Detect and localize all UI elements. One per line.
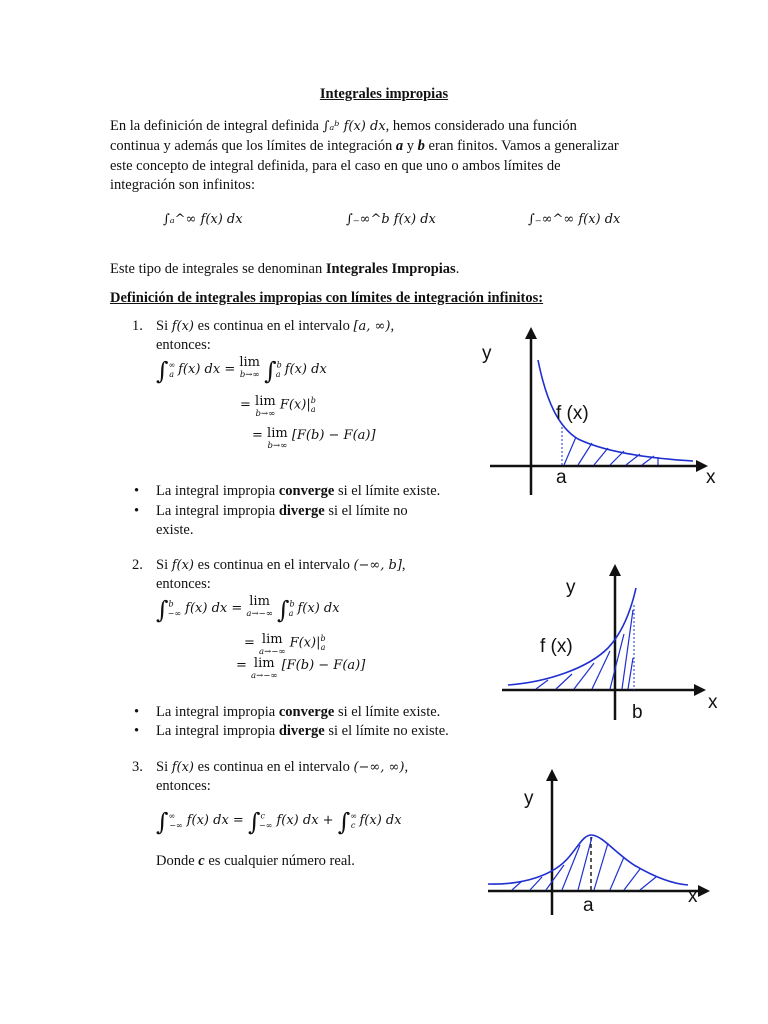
type-sentence [110, 260, 670, 280]
y-label: y [524, 788, 534, 809]
eq-antiderivative: F(x)| [279, 397, 311, 413]
item-text-part: es continua en el intervalo [194, 557, 354, 573]
item-text-part: entonces: [156, 337, 211, 353]
section-heading: Definición de integrales impropias con límites de integración infinitos: [110, 290, 544, 306]
intro-text: En la definición de integral definida [110, 118, 319, 134]
interval: [a, ∞) [353, 319, 391, 334]
func: f(x) [171, 558, 195, 573]
upper-limit: b [320, 634, 326, 643]
lower-limit: a [169, 369, 174, 379]
limit [251, 658, 277, 682]
lower-limit: −∞ [169, 820, 183, 830]
item-text [156, 556, 476, 594]
integral-sign: ∫ [337, 808, 351, 836]
item-number: 2. [132, 557, 143, 573]
upper-limit: ∞ [168, 360, 176, 370]
lim-sub: a→−∞ [246, 609, 273, 619]
eq-lhs: f(x) dx = [185, 601, 247, 616]
lower-limit: a [310, 404, 316, 414]
upper-limit: b [289, 599, 295, 609]
bullet-text: si el límite existe. [334, 704, 441, 720]
eq-1-line-1 [156, 357, 327, 385]
bullet-dot: • [134, 483, 140, 499]
eq-end: f(x) dx [359, 813, 402, 828]
lim-sub: a→−∞ [251, 671, 278, 681]
bullet-dot: • [134, 723, 140, 739]
limit [246, 596, 272, 620]
integral-sign: ∫ [156, 596, 169, 624]
lower-limit: c [350, 820, 356, 830]
a-label: a [556, 467, 567, 488]
upper-limit: b [276, 360, 282, 370]
eq-2-line-3: = lim a→−∞ [F(b) − F(a)] [236, 656, 366, 681]
bullet-text: si el límite no existe. [324, 723, 449, 739]
bullet-keyword: diverge [278, 723, 325, 739]
upper-limit: b [168, 599, 174, 609]
page-title: Integrales impropias [319, 86, 449, 102]
y-label: y [566, 577, 576, 598]
integral-sign: ∫ [276, 596, 290, 624]
eq-antiderivative: F(x)| [289, 635, 321, 651]
upper-limit: ∞ [350, 811, 357, 821]
lower-limit: −∞ [258, 820, 273, 830]
lim-sub: b→∞ [267, 441, 288, 451]
eq-1-line-2: = lim b→∞ $F(x)|^b_a$ [240, 394, 316, 419]
limit [259, 634, 285, 658]
item-number: 3. [132, 759, 143, 775]
item-3 [132, 758, 462, 798]
graph-2 [498, 560, 728, 725]
limit [255, 396, 276, 420]
bullet-dot: • [134, 704, 140, 720]
eq-3 [156, 808, 402, 836]
bullet-text: La integral impropia [156, 483, 279, 499]
where-c-sentence [156, 853, 355, 870]
lim-sub: b→∞ [255, 409, 276, 419]
integral-sign: ∫ [247, 808, 261, 836]
y-axis-arrow [609, 564, 621, 576]
eq-2-line-2: = lim a→−∞ $F(x)|^b_a$ [244, 632, 326, 657]
upper-limit: b [310, 396, 316, 405]
definite-integral: ∫ₐᵇ f(x) dx [322, 119, 386, 134]
where-c: c [198, 853, 205, 869]
upper-limit: ∞ [168, 811, 176, 821]
upper-limit: c [260, 811, 265, 821]
hatch [512, 837, 656, 890]
eq-lhs: f(x) dx = [178, 362, 240, 377]
item-text-part: Si [156, 759, 172, 775]
bullet-text: si el límite no existe. [156, 503, 408, 538]
f-label: f (x) [540, 636, 573, 657]
lim-sub: a→−∞ [259, 647, 286, 657]
intro-text: y [403, 138, 418, 154]
x-axis-arrow [694, 684, 706, 696]
limit-a: a [395, 138, 404, 154]
eq-result: [F(b) − F(a)] [291, 428, 376, 443]
bullet-text: si el límite existe. [334, 483, 441, 499]
lim-sub: b→∞ [239, 370, 260, 380]
bullet-text: La integral impropia [156, 704, 279, 720]
lim-word: lim [239, 355, 260, 370]
intro-text: continua y además que los límites de integración [110, 138, 393, 154]
where-text: es cualquier número real. [204, 853, 355, 869]
intro-text: eran finitos. Vamos a generalizar [424, 138, 619, 154]
eq-1-line-3: = lim b→∞ [F(b) − F(a)] [252, 426, 376, 451]
lim-word: lim [253, 656, 275, 671]
interval: (−∞, b] [353, 558, 402, 573]
eq-result: [F(b) − F(a)] [281, 658, 366, 673]
item-number: 1. [132, 318, 143, 334]
item-text [156, 317, 476, 355]
bullet-keyword: diverge [278, 503, 325, 519]
item-text-part: , [404, 759, 409, 775]
integral-sign: ∫ [264, 357, 277, 385]
item-text-part: es continua en el intervalo [194, 759, 354, 775]
limit [239, 357, 260, 381]
hatch [564, 437, 658, 465]
lim-word: lim [261, 632, 283, 647]
eq-2-line-1 [156, 596, 340, 624]
y-axis-arrow [546, 769, 558, 781]
form-minf-to-b: ∫₋∞^b f(x) dx [346, 212, 436, 227]
curve [488, 835, 688, 885]
limit [267, 428, 288, 452]
x-label: x [688, 886, 698, 907]
bullet-dot: • [134, 503, 140, 519]
x-label: x [706, 467, 716, 488]
lim-word: lim [255, 394, 276, 409]
lower-limit: −∞ [167, 608, 182, 618]
where-text: Donde [156, 853, 199, 869]
item-text-part: entonces: [156, 576, 211, 592]
lim-word: lim [249, 594, 270, 609]
item-text-part: , [390, 318, 395, 334]
intro-line-3: este concepto de integral definida, para el caso en que uno o ambos límites de [110, 158, 561, 174]
graph-1 [478, 325, 718, 500]
func: f(x) [171, 319, 195, 334]
y-axis-arrow [525, 327, 537, 339]
eq-lhs: f(x) dx = [186, 813, 248, 828]
x-axis-arrow [698, 885, 710, 897]
type-text: . [455, 261, 460, 277]
intro-line-2 [110, 137, 670, 157]
integral-sign: ∫ [156, 357, 169, 385]
limit-b: b [417, 138, 425, 154]
item-text-part: Si [156, 318, 172, 334]
item-text-part: entonces: [156, 778, 211, 794]
type-text: Este tipo de integrales se denominan [110, 261, 326, 277]
item-text-part: , [401, 557, 406, 573]
func: f(x) [171, 760, 195, 775]
lower-limit: a [275, 369, 281, 379]
item-1 [132, 317, 462, 357]
integral-sign: ∫ [156, 808, 169, 836]
interval: (−∞, ∞) [353, 760, 405, 775]
bullet-text: La integral impropia [156, 503, 279, 519]
form-minf-to-inf: ∫₋∞^∞ f(x) dx [528, 212, 621, 227]
item-text-part: es continua en el intervalo [194, 318, 354, 334]
item-text [156, 758, 476, 796]
eq-rhs: f(x) dx [284, 362, 327, 377]
x-label: x [708, 692, 718, 713]
type-term: Integrales Impropias [325, 261, 456, 277]
y-label: y [482, 343, 492, 364]
item-text-part: Si [156, 557, 172, 573]
a-label: a [583, 895, 594, 916]
b-label: b [632, 702, 643, 723]
lower-limit: a [320, 642, 326, 652]
bullet-text: La integral impropia [156, 723, 279, 739]
intro-line-1 [110, 117, 670, 137]
item-2 [132, 556, 462, 596]
f-label: f (x) [556, 403, 589, 424]
lim-word: lim [267, 426, 288, 441]
intro-line-4: integración son infinitos: [110, 177, 255, 193]
lower-limit: a [288, 608, 294, 618]
graph-3 [484, 767, 720, 917]
intro-text: , hemos considerado una función [385, 118, 577, 134]
eq-mid: f(x) dx + [276, 813, 338, 828]
eq-rhs: f(x) dx [297, 601, 340, 616]
form-a-to-inf: ∫ₐ^∞ f(x) dx [163, 212, 243, 227]
bullet-keyword: converge [278, 704, 335, 720]
bullet-keyword: converge [278, 483, 335, 499]
